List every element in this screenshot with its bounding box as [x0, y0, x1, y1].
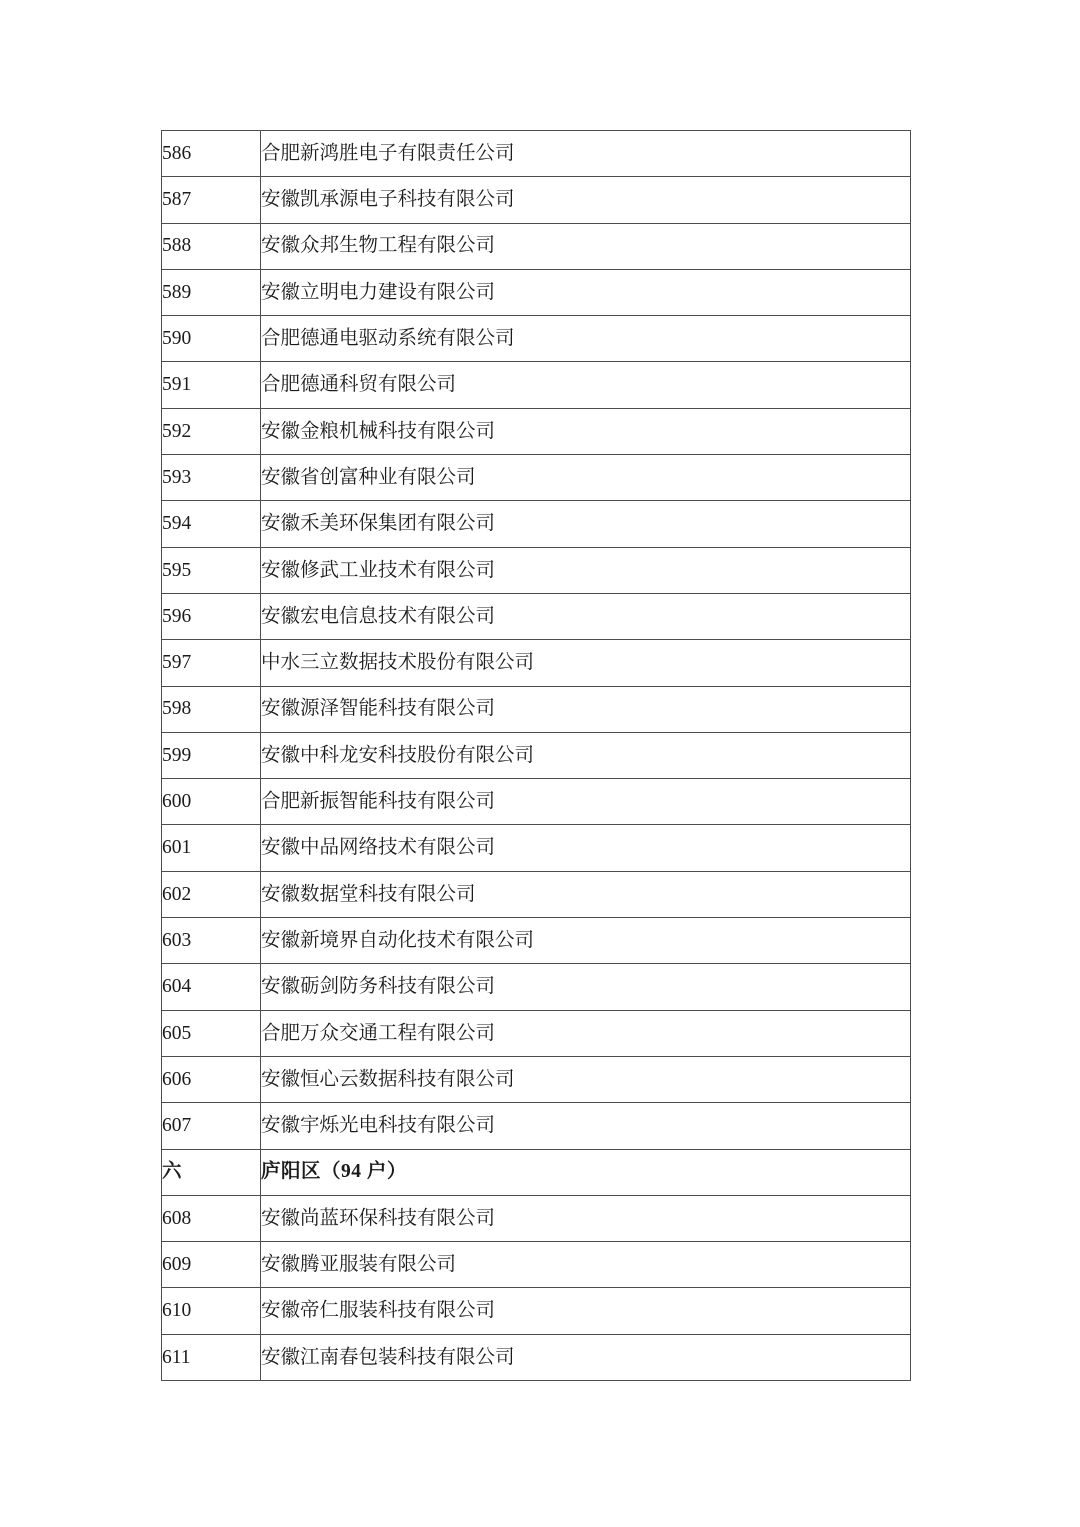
- company-name-cell: 安徽恒心云数据科技有限公司: [261, 1056, 911, 1102]
- row-number-cell: 599: [162, 732, 261, 778]
- company-name-cell: 安徽尚蓝环保科技有限公司: [261, 1195, 911, 1241]
- table-row: [162, 223, 911, 269]
- row-number-cell: 590: [162, 316, 261, 362]
- table-row: [162, 1334, 911, 1380]
- company-name-cell: 合肥万众交通工程有限公司: [261, 1010, 911, 1056]
- company-name-cell: 安徽中品网络技术有限公司: [261, 825, 911, 871]
- company-name-cell: 安徽宏电信息技术有限公司: [261, 593, 911, 639]
- row-number-cell: 606: [162, 1056, 261, 1102]
- company-name-cell: 安徽新境界自动化技术有限公司: [261, 918, 911, 964]
- company-name-cell: 安徽帝仁服装科技有限公司: [261, 1288, 911, 1334]
- company-name-cell: 中水三立数据技术股份有限公司: [261, 640, 911, 686]
- table-row: [162, 1056, 911, 1102]
- row-number-cell: 603: [162, 918, 261, 964]
- row-number-cell: 608: [162, 1195, 261, 1241]
- row-number-cell: 587: [162, 177, 261, 223]
- company-table-body: [162, 131, 911, 1381]
- row-number-cell: 597: [162, 640, 261, 686]
- company-name-cell: 安徽省创富种业有限公司: [261, 455, 911, 501]
- row-number-cell: 602: [162, 871, 261, 917]
- row-number-cell: 591: [162, 362, 261, 408]
- company-name-cell: 安徽禾美环保集团有限公司: [261, 501, 911, 547]
- company-name-cell: 安徽砺剑防务科技有限公司: [261, 964, 911, 1010]
- table-row: [162, 918, 911, 964]
- table-row: [162, 1195, 911, 1241]
- row-number-cell: 611: [162, 1334, 261, 1380]
- company-name-cell: 安徽数据堂科技有限公司: [261, 871, 911, 917]
- table-row: [162, 131, 911, 177]
- row-number-cell: 586: [162, 131, 261, 177]
- table-row: [162, 362, 911, 408]
- company-name-cell: 安徽金粮机械科技有限公司: [261, 408, 911, 454]
- table-row: [162, 825, 911, 871]
- company-name-cell: 安徽众邦生物工程有限公司: [261, 223, 911, 269]
- table-row: [162, 593, 911, 639]
- table-row: [162, 1010, 911, 1056]
- row-number-cell: 610: [162, 1288, 261, 1334]
- row-number-cell: 596: [162, 593, 261, 639]
- row-number-cell: 594: [162, 501, 261, 547]
- table-row: [162, 1242, 911, 1288]
- table-row: [162, 686, 911, 732]
- row-number-cell: 600: [162, 779, 261, 825]
- table-row: [162, 1288, 911, 1334]
- section-header-row: [162, 1149, 911, 1195]
- company-name-cell: 安徽源泽智能科技有限公司: [261, 686, 911, 732]
- row-number-cell: 593: [162, 455, 261, 501]
- row-number-cell: 598: [162, 686, 261, 732]
- company-table: [161, 130, 911, 1381]
- company-name-cell: 安徽宇烁光电科技有限公司: [261, 1103, 911, 1149]
- company-name-cell: 合肥德通电驱动系统有限公司: [261, 316, 911, 362]
- company-name-cell: 安徽立明电力建设有限公司: [261, 269, 911, 315]
- table-row: [162, 501, 911, 547]
- table-row: [162, 732, 911, 778]
- row-number-cell: 595: [162, 547, 261, 593]
- section-title-cell: 庐阳区（94 户）: [261, 1149, 911, 1195]
- table-row: [162, 964, 911, 1010]
- row-number-cell: 604: [162, 964, 261, 1010]
- company-name-cell: 安徽凯承源电子科技有限公司: [261, 177, 911, 223]
- table-row: [162, 871, 911, 917]
- company-name-cell: 安徽中科龙安科技股份有限公司: [261, 732, 911, 778]
- row-number-cell: 609: [162, 1242, 261, 1288]
- row-number-cell: 588: [162, 223, 261, 269]
- company-name-cell: 安徽腾亚服装有限公司: [261, 1242, 911, 1288]
- company-name-cell: 合肥新振智能科技有限公司: [261, 779, 911, 825]
- table-row: [162, 779, 911, 825]
- table-row: [162, 408, 911, 454]
- row-number-cell: 605: [162, 1010, 261, 1056]
- table-row: [162, 269, 911, 315]
- table-row: [162, 640, 911, 686]
- table-row: [162, 1103, 911, 1149]
- table-row: [162, 547, 911, 593]
- row-number-cell: 589: [162, 269, 261, 315]
- section-index-cell: 六: [162, 1149, 261, 1195]
- row-number-cell: 601: [162, 825, 261, 871]
- row-number-cell: 592: [162, 408, 261, 454]
- company-name-cell: 安徽修武工业技术有限公司: [261, 547, 911, 593]
- company-name-cell: 合肥德通科贸有限公司: [261, 362, 911, 408]
- row-number-cell: 607: [162, 1103, 261, 1149]
- table-row: [162, 316, 911, 362]
- company-name-cell: 合肥新鸿胜电子有限责任公司: [261, 131, 911, 177]
- company-name-cell: 安徽江南春包装科技有限公司: [261, 1334, 911, 1380]
- table-row: [162, 177, 911, 223]
- table-row: [162, 455, 911, 501]
